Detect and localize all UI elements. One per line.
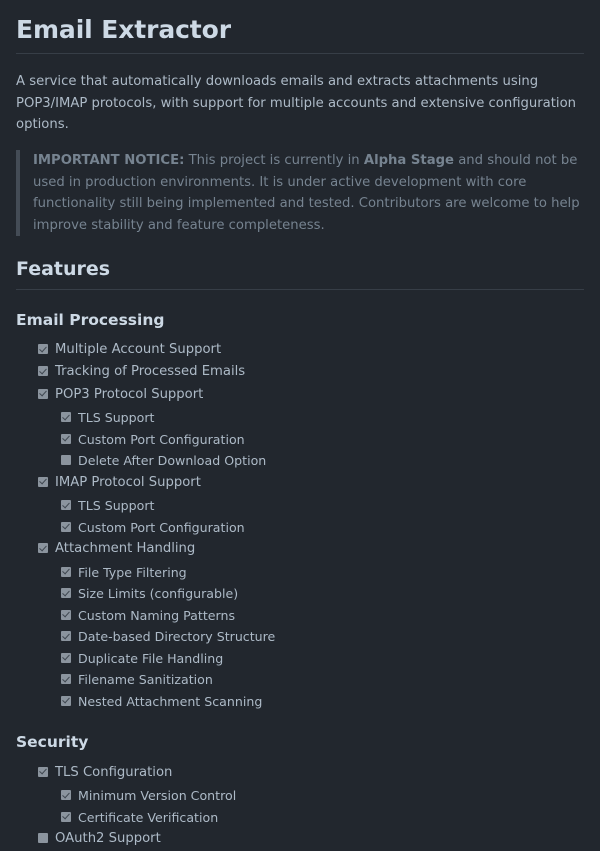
task-list-item[interactable] bbox=[61, 605, 584, 627]
task-label-tracking-of-processed-emails: Tracking of Processed Emails bbox=[55, 364, 246, 380]
nested-task-list bbox=[38, 495, 584, 538]
checkbox-checked-icon[interactable] bbox=[61, 500, 71, 510]
nested-task-group bbox=[38, 562, 584, 713]
task-list-item[interactable] bbox=[61, 669, 584, 691]
task-label-tls-support: TLS Support bbox=[78, 498, 155, 514]
task-label-custom-naming-patterns: Custom Naming Patterns bbox=[78, 607, 236, 623]
checkbox-checked-icon[interactable] bbox=[61, 567, 71, 577]
task-list-item[interactable] bbox=[61, 785, 584, 807]
task-list-item[interactable] bbox=[38, 384, 584, 405]
features-divider bbox=[16, 289, 584, 290]
task-list-item[interactable] bbox=[61, 807, 584, 829]
task-label-imap-protocol-support: IMAP Protocol Support bbox=[55, 474, 201, 490]
task-label-pop3-protocol-support: POP3 Protocol Support bbox=[55, 386, 204, 402]
checkbox-checked-icon[interactable] bbox=[61, 631, 71, 641]
task-list-item[interactable] bbox=[61, 583, 584, 605]
task-label-date-based-directory-structure: Date-based Directory Structure bbox=[78, 629, 276, 645]
task-label-oauth2-support: OAuth2 Support bbox=[55, 831, 161, 847]
task-list-item[interactable] bbox=[61, 495, 584, 517]
notice-text-before: This project is currently in bbox=[184, 153, 364, 169]
task-label-minimum-version-control: Minimum Version Control bbox=[78, 788, 237, 804]
task-label-attachment-handling: Attachment Handling bbox=[55, 541, 196, 557]
important-notice-blockquote bbox=[16, 150, 584, 236]
task-label-multiple-account-support: Multiple Account Support bbox=[55, 342, 222, 357]
task-list-security bbox=[16, 762, 584, 851]
task-label-size-limits-configurable: Size Limits (configurable) bbox=[78, 586, 239, 602]
checkbox-checked-icon[interactable] bbox=[61, 674, 71, 684]
task-label-tls-configuration: TLS Configuration bbox=[55, 764, 173, 780]
section-heading-email-processing: Email Processing bbox=[16, 310, 165, 329]
notice-text-after: and should not be used in production environments. It is under active development with core functionality still being implemented and tested. Contributors are welcome to help improve stability and feature completeness. bbox=[33, 153, 580, 233]
checkbox-checked-icon[interactable] bbox=[38, 389, 48, 399]
nested-task-list bbox=[38, 407, 584, 472]
checkbox-checked-icon[interactable] bbox=[61, 412, 71, 422]
task-list-item[interactable] bbox=[38, 538, 584, 559]
task-list-item[interactable] bbox=[61, 407, 584, 429]
task-label-nested-attachment-scanning: Nested Attachment Scanning bbox=[78, 693, 263, 709]
task-list-email-processing bbox=[16, 339, 584, 712]
section-heading-security: Security bbox=[16, 733, 89, 752]
nested-task-group bbox=[38, 407, 584, 472]
task-list-item[interactable] bbox=[38, 762, 584, 783]
checkbox-checked-icon[interactable] bbox=[61, 812, 71, 822]
checkbox-checked-icon[interactable] bbox=[38, 344, 48, 354]
task-list-item[interactable] bbox=[61, 450, 584, 472]
notice-emphasis: Alpha Stage bbox=[363, 153, 454, 169]
checkbox-checked-icon[interactable] bbox=[38, 477, 48, 487]
intro-paragraph: A service that automatically downloads emails and extracts attachments using POP3/IMAP protocols, with support for multiple accounts and extensive configuration options. bbox=[16, 74, 577, 132]
task-label-certificate-verification: Certificate Verification bbox=[78, 809, 219, 825]
checkbox-checked-icon[interactable] bbox=[61, 696, 71, 706]
nested-task-group bbox=[38, 785, 584, 828]
task-list-item[interactable] bbox=[38, 828, 584, 850]
checkbox-checked-icon[interactable] bbox=[61, 653, 71, 663]
nested-task-list bbox=[38, 785, 584, 828]
checkbox-checked-icon[interactable] bbox=[38, 767, 48, 777]
task-list-item[interactable] bbox=[38, 361, 584, 383]
checkbox-checked-icon[interactable] bbox=[61, 522, 71, 532]
page-title: Email Extractor bbox=[16, 15, 231, 44]
task-list-item[interactable] bbox=[61, 626, 584, 648]
checkbox-unchecked-icon[interactable] bbox=[61, 455, 71, 465]
task-label-duplicate-file-handling: Duplicate File Handling bbox=[78, 650, 224, 666]
task-list-item[interactable] bbox=[38, 339, 584, 361]
task-label-tls-support: TLS Support bbox=[78, 410, 155, 426]
checkbox-checked-icon[interactable] bbox=[61, 790, 71, 800]
task-list-item[interactable] bbox=[61, 648, 584, 670]
checkbox-checked-icon[interactable] bbox=[38, 366, 48, 376]
checkbox-unchecked-icon[interactable] bbox=[38, 833, 48, 843]
notice-label: IMPORTANT NOTICE: bbox=[33, 153, 185, 169]
task-list-item[interactable] bbox=[61, 562, 584, 584]
checkbox-checked-icon[interactable] bbox=[61, 588, 71, 598]
task-label-filename-sanitization: Filename Sanitization bbox=[78, 672, 213, 688]
title-divider bbox=[16, 53, 584, 54]
checkbox-checked-icon[interactable] bbox=[38, 543, 48, 553]
task-list-item[interactable] bbox=[61, 429, 584, 451]
feature-sections bbox=[16, 311, 584, 851]
task-list-item[interactable] bbox=[61, 517, 584, 539]
task-label-delete-after-download-option: Delete After Download Option bbox=[78, 453, 267, 469]
nested-task-group bbox=[38, 495, 584, 538]
task-label-custom-port-configuration: Custom Port Configuration bbox=[78, 519, 245, 535]
task-label-file-type-filtering: File Type Filtering bbox=[78, 564, 187, 580]
checkbox-checked-icon[interactable] bbox=[61, 434, 71, 444]
task-label-custom-port-configuration: Custom Port Configuration bbox=[78, 431, 245, 447]
nested-task-list bbox=[38, 562, 584, 713]
task-list-item[interactable] bbox=[38, 472, 584, 493]
features-heading: Features bbox=[16, 257, 111, 280]
checkbox-checked-icon[interactable] bbox=[61, 610, 71, 620]
task-list-item[interactable] bbox=[61, 691, 584, 713]
